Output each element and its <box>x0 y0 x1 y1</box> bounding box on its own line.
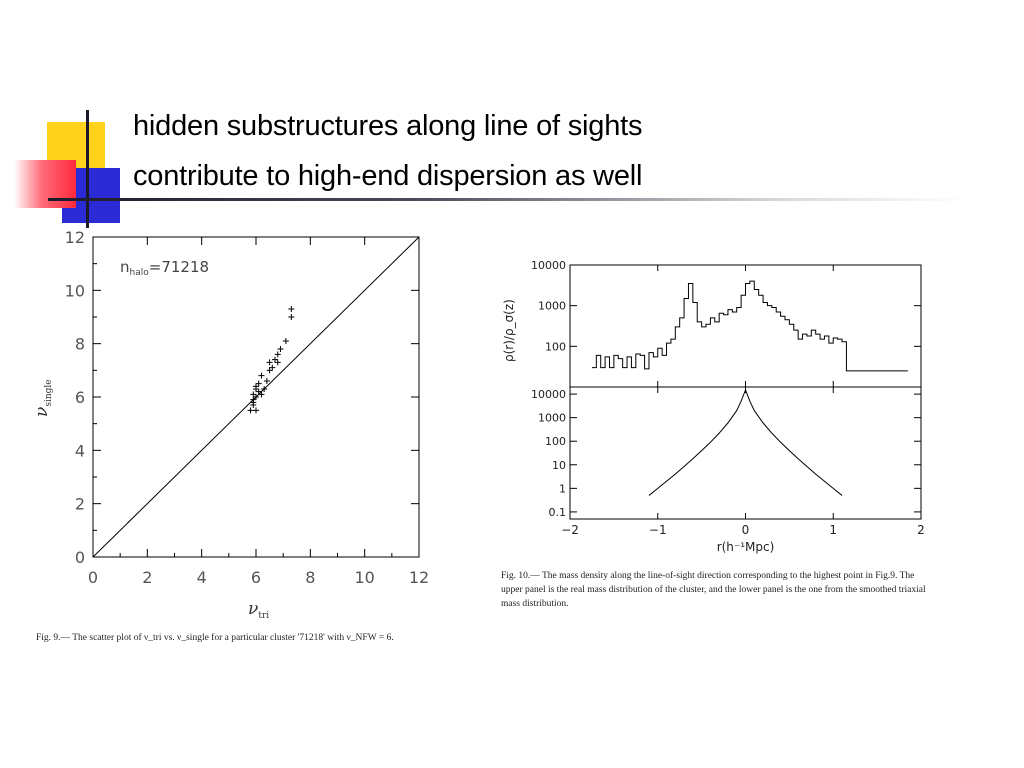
scatter-point <box>288 314 294 320</box>
slide-title-line-1: hidden substructures along line of sights <box>133 110 643 142</box>
scatter-x-tick-label: 2 <box>142 568 153 587</box>
scatter-point <box>269 365 275 371</box>
decor-vertical-rule <box>86 110 89 228</box>
scatter-y-tick-label: 4 <box>74 441 85 461</box>
upper-density-line <box>592 281 908 371</box>
lower-x-tick-label: 0 <box>741 523 750 537</box>
scatter-point <box>264 378 270 384</box>
caption-fig10: Fig. 10.— The mass density along the line-of-sight direction corresponding to the highest point in Fig.9. The upper panel is the real mass distribution of the cluster, and the lower panel is the one from the smoothed triaxial mass distribution. <box>501 571 926 609</box>
lower-x-tick-label: 2 <box>917 523 925 537</box>
lower-x-tick-label: −1 <box>648 523 667 537</box>
scatter-point <box>258 373 264 379</box>
density-plot-area <box>502 259 925 554</box>
scatter-point <box>275 351 281 357</box>
lower-y-tick-label: 10000 <box>531 388 566 402</box>
scatter-x-tick-label: 8 <box>305 568 316 587</box>
slide-title-line-2: contribute to high-end dispersion as well <box>133 160 643 192</box>
scatter-annotation: $n_{halo}=71218$ <box>120 258 210 278</box>
upper-y-tick-label: 1000 <box>538 299 566 313</box>
upper-y-tick-label: 100 <box>545 340 566 354</box>
scatter-point <box>256 389 262 395</box>
scatter-point <box>267 359 273 365</box>
scatter-point <box>258 391 264 397</box>
scatter-y-tick-label: 2 <box>74 494 85 514</box>
lower-y-tick-label: 1000 <box>538 411 566 425</box>
lower-y-tick-label: 0.1 <box>548 505 566 519</box>
scatter-x-tick-label: 12 <box>408 568 430 587</box>
scatter-x-tick-label: 4 <box>196 568 207 587</box>
density-chart <box>495 255 955 585</box>
scatter-plot-area <box>32 228 429 621</box>
scatter-x-tick-label: 0 <box>87 568 99 587</box>
scatter-x-tick-label: 10 <box>354 568 375 587</box>
scatter-point <box>288 306 294 312</box>
scatter-y-tick-label: 0 <box>74 548 85 567</box>
scatter-point <box>250 391 256 397</box>
lower-panel-frame <box>570 387 921 519</box>
scatter-x-tick-label: 6 <box>250 568 262 587</box>
caption-fig9: Fig. 9.— The scatter plot of ν_tri vs. ν_single for a particular cluster '71218' with ν_NFW = 6. <box>36 633 394 643</box>
lower-x-tick-label: −2 <box>561 523 579 537</box>
lower-y-tick-label: 100 <box>545 435 566 449</box>
scatter-chart <box>30 230 470 620</box>
upper-y-tick-label: 10000 <box>531 259 566 272</box>
scatter-point <box>256 381 262 387</box>
scatter-y-tick-label: 8 <box>74 334 85 354</box>
scatter-point <box>277 346 283 352</box>
scatter-y-tick-label: 6 <box>74 388 85 407</box>
scatter-point <box>283 338 289 344</box>
scatter-point <box>248 407 254 413</box>
scatter-point <box>250 399 256 405</box>
decor-horizontal-rule <box>48 198 968 201</box>
scatter-y-tick-label: 10 <box>64 281 85 301</box>
scatter-point <box>253 407 259 413</box>
scatter-point <box>272 357 278 363</box>
scatter-y-tick-label: 12 <box>64 228 85 247</box>
lower-y-tick-label: 10 <box>552 458 566 472</box>
lower-x-tick-label: 1 <box>829 523 838 537</box>
lower-y-tick-label: 1 <box>559 482 566 496</box>
lower-x-label: r(h⁻¹Mpc) <box>716 540 775 554</box>
lower-density-line <box>649 390 842 495</box>
scatter-point <box>267 367 273 373</box>
upper-y-label: ρ(r)/ρ_σ(z) <box>502 299 516 362</box>
scatter-x-label: $\nu_{tri}$ <box>248 599 270 621</box>
scatter-point <box>253 383 259 389</box>
scatter-y-label: $\nu_{single}$ <box>32 379 54 417</box>
scatter-point <box>275 359 281 365</box>
